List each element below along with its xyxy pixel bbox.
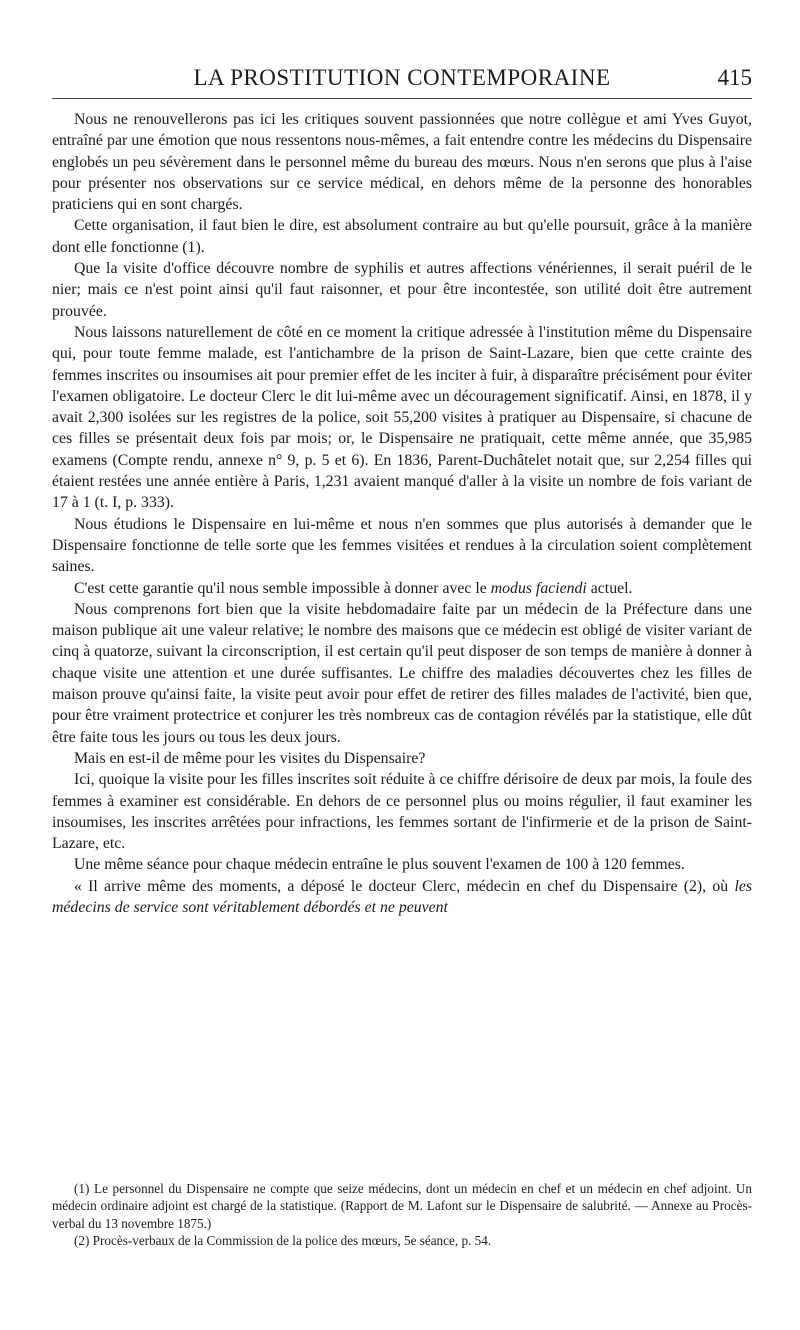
- paragraph: Ici, quoique la visite pour les filles inscrites soit réduite à ce chiffre dérisoire de deux par mois, la foule des femmes à examiner est considérable. En dehors de ce personnel plus ou moins régulier, il faut examiner les insoumises, les inscrites arrêtées pour infractions, les femmes sortant de l'infirmerie et de la prison de Saint-Lazare, etc.: [52, 771, 752, 853]
- paragraph: Une même séance pour chaque médecin entraîne le plus souvent l'examen de 100 à 120 femmes.: [74, 856, 685, 874]
- paragraph: [52, 578, 752, 599]
- page-number: 415: [717, 65, 752, 90]
- running-title: LA PROSTITUTION CONTEMPORAINE: [193, 65, 611, 90]
- paragraph: Nous comprenons fort bien que la visite hebdomadaire faite par un médecin de la Préfecture dans une maison publique ait une valeur relative; le nombre des maisons que ce médecin est obligé de visiter variant de cinq à quatorze, suivant la circonscription, il est certain qu'il peut disposer de son temps de manière à donner à chaque visite une attention et une durée suffisantes. Le chiffre des maladies découvertes chez les filles de maison prouve qu'ainsi faite, la visite peut avoir pour effet de retirer des filles malades de l'activité, bien que, pour être vraiment protectrice et conjurer les très nombreux cas de contagion révélés par la statistique, elle dût être faite tous les jours ou tous les deux jours.: [52, 600, 752, 746]
- emphasized-quote: les médecins de service sont véritablement débordés et ne peuvent: [52, 877, 752, 916]
- paragraph-text: « Il arrive même des moments, a déposé le docteur Clerc, médecin en chef du Dispensaire (2), où: [74, 877, 735, 895]
- paragraph: Nous étudions le Dispensaire en lui-même et nous n'en sommes que plus autorisés à demander que le Dispensaire fonctionne de telle sorte que les femmes visitées et rendues à la circulation soient complètement saines.: [52, 515, 752, 576]
- footnote: (2) Procès-verbaux de la Commission de la police des mœurs, 5e séance, p. 54.: [74, 1233, 492, 1249]
- paragraph: Nous ne renouvellerons pas ici les critiques souvent passionnées que notre collègue et ami Yves Guyot, entraîné par une émotion que nous ressentons nous-mêmes, a fait entendre contre les médecins du Dispensaire englobés un peu sévèrement dans le personnel même du bureau des mœurs. Nous n'en serons que plus à l'aise pour présenter nos observations sur ce service médical, en dehors même de la personne des honorables praticiens qui en sont chargés.: [52, 111, 752, 214]
- paragraph: Mais en est-il de même pour les visites du Dispensaire?: [74, 749, 426, 767]
- paragraph: Nous laissons naturellement de côté en ce moment la critique adressée à l'institution même du Dispensaire qui, pour toute femme malade, est l'antichambre de la prison de Saint-Lazare, bien que cette crainte des femmes inscrites ou insoumises ait pour premier effet de les inciter à fuir, à disparaître précisément pour éviter l'examen obligatoire. Le docteur Clerc le dit lui-même avec un découragement significatif. Ainsi, en 1878, il y avait 2,300 isolées sur les registres de la police, soit 55,200 visites à pratiquer au Dispensaire, si chacune de ces filles se présentait deux fois par mois; or, le Dispensaire ne pratiquait, cette même année, que 35,985 examens (Compte rendu, annexe n° 9, p. 5 et 6). En 1836, Parent-Duchâtelet notait que, sur 2,254 filles qui étaient restées une année entière à Paris, 1,231 avaient manqué d'aller à la visite un nombre de fois variant de 17 à 1 (t. I, p. 333).: [52, 323, 752, 512]
- footnotes: [52, 1180, 752, 1250]
- paragraph-text: C'est cette garantie qu'il nous semble impossible à donner avec le: [74, 579, 491, 597]
- page: [52, 62, 752, 918]
- paragraph: Que la visite d'office découvre nombre de syphilis et autres affections vénériennes, il serait puéril de le nier; mais ce n'est point ainsi qu'il faut raisonner, et pour être incontestée, son utilité doit être autrement prouvée.: [52, 260, 752, 320]
- paragraph: [52, 876, 752, 919]
- footnote: (1) Le personnel du Dispensaire ne compte que seize médecins, dont un médecin en chef et un médecin en chef adjoint. Un médecin ordinaire adjoint est chargé de la statistique. (Rapport de M. Lafont sur le Dispensaire de salubrité. — Annexe au Procès-verbal du 13 novembre 1875.): [52, 1181, 752, 1231]
- running-header: [52, 62, 752, 99]
- body-text: [52, 109, 752, 918]
- paragraph-text: actuel.: [586, 579, 633, 597]
- paragraph: Cette organisation, il faut bien le dire, est absolument contraire au but qu'elle poursuit, grâce à la manière dont elle fonctionne (1).: [52, 217, 752, 256]
- latin-phrase: modus faciendi: [490, 579, 587, 597]
